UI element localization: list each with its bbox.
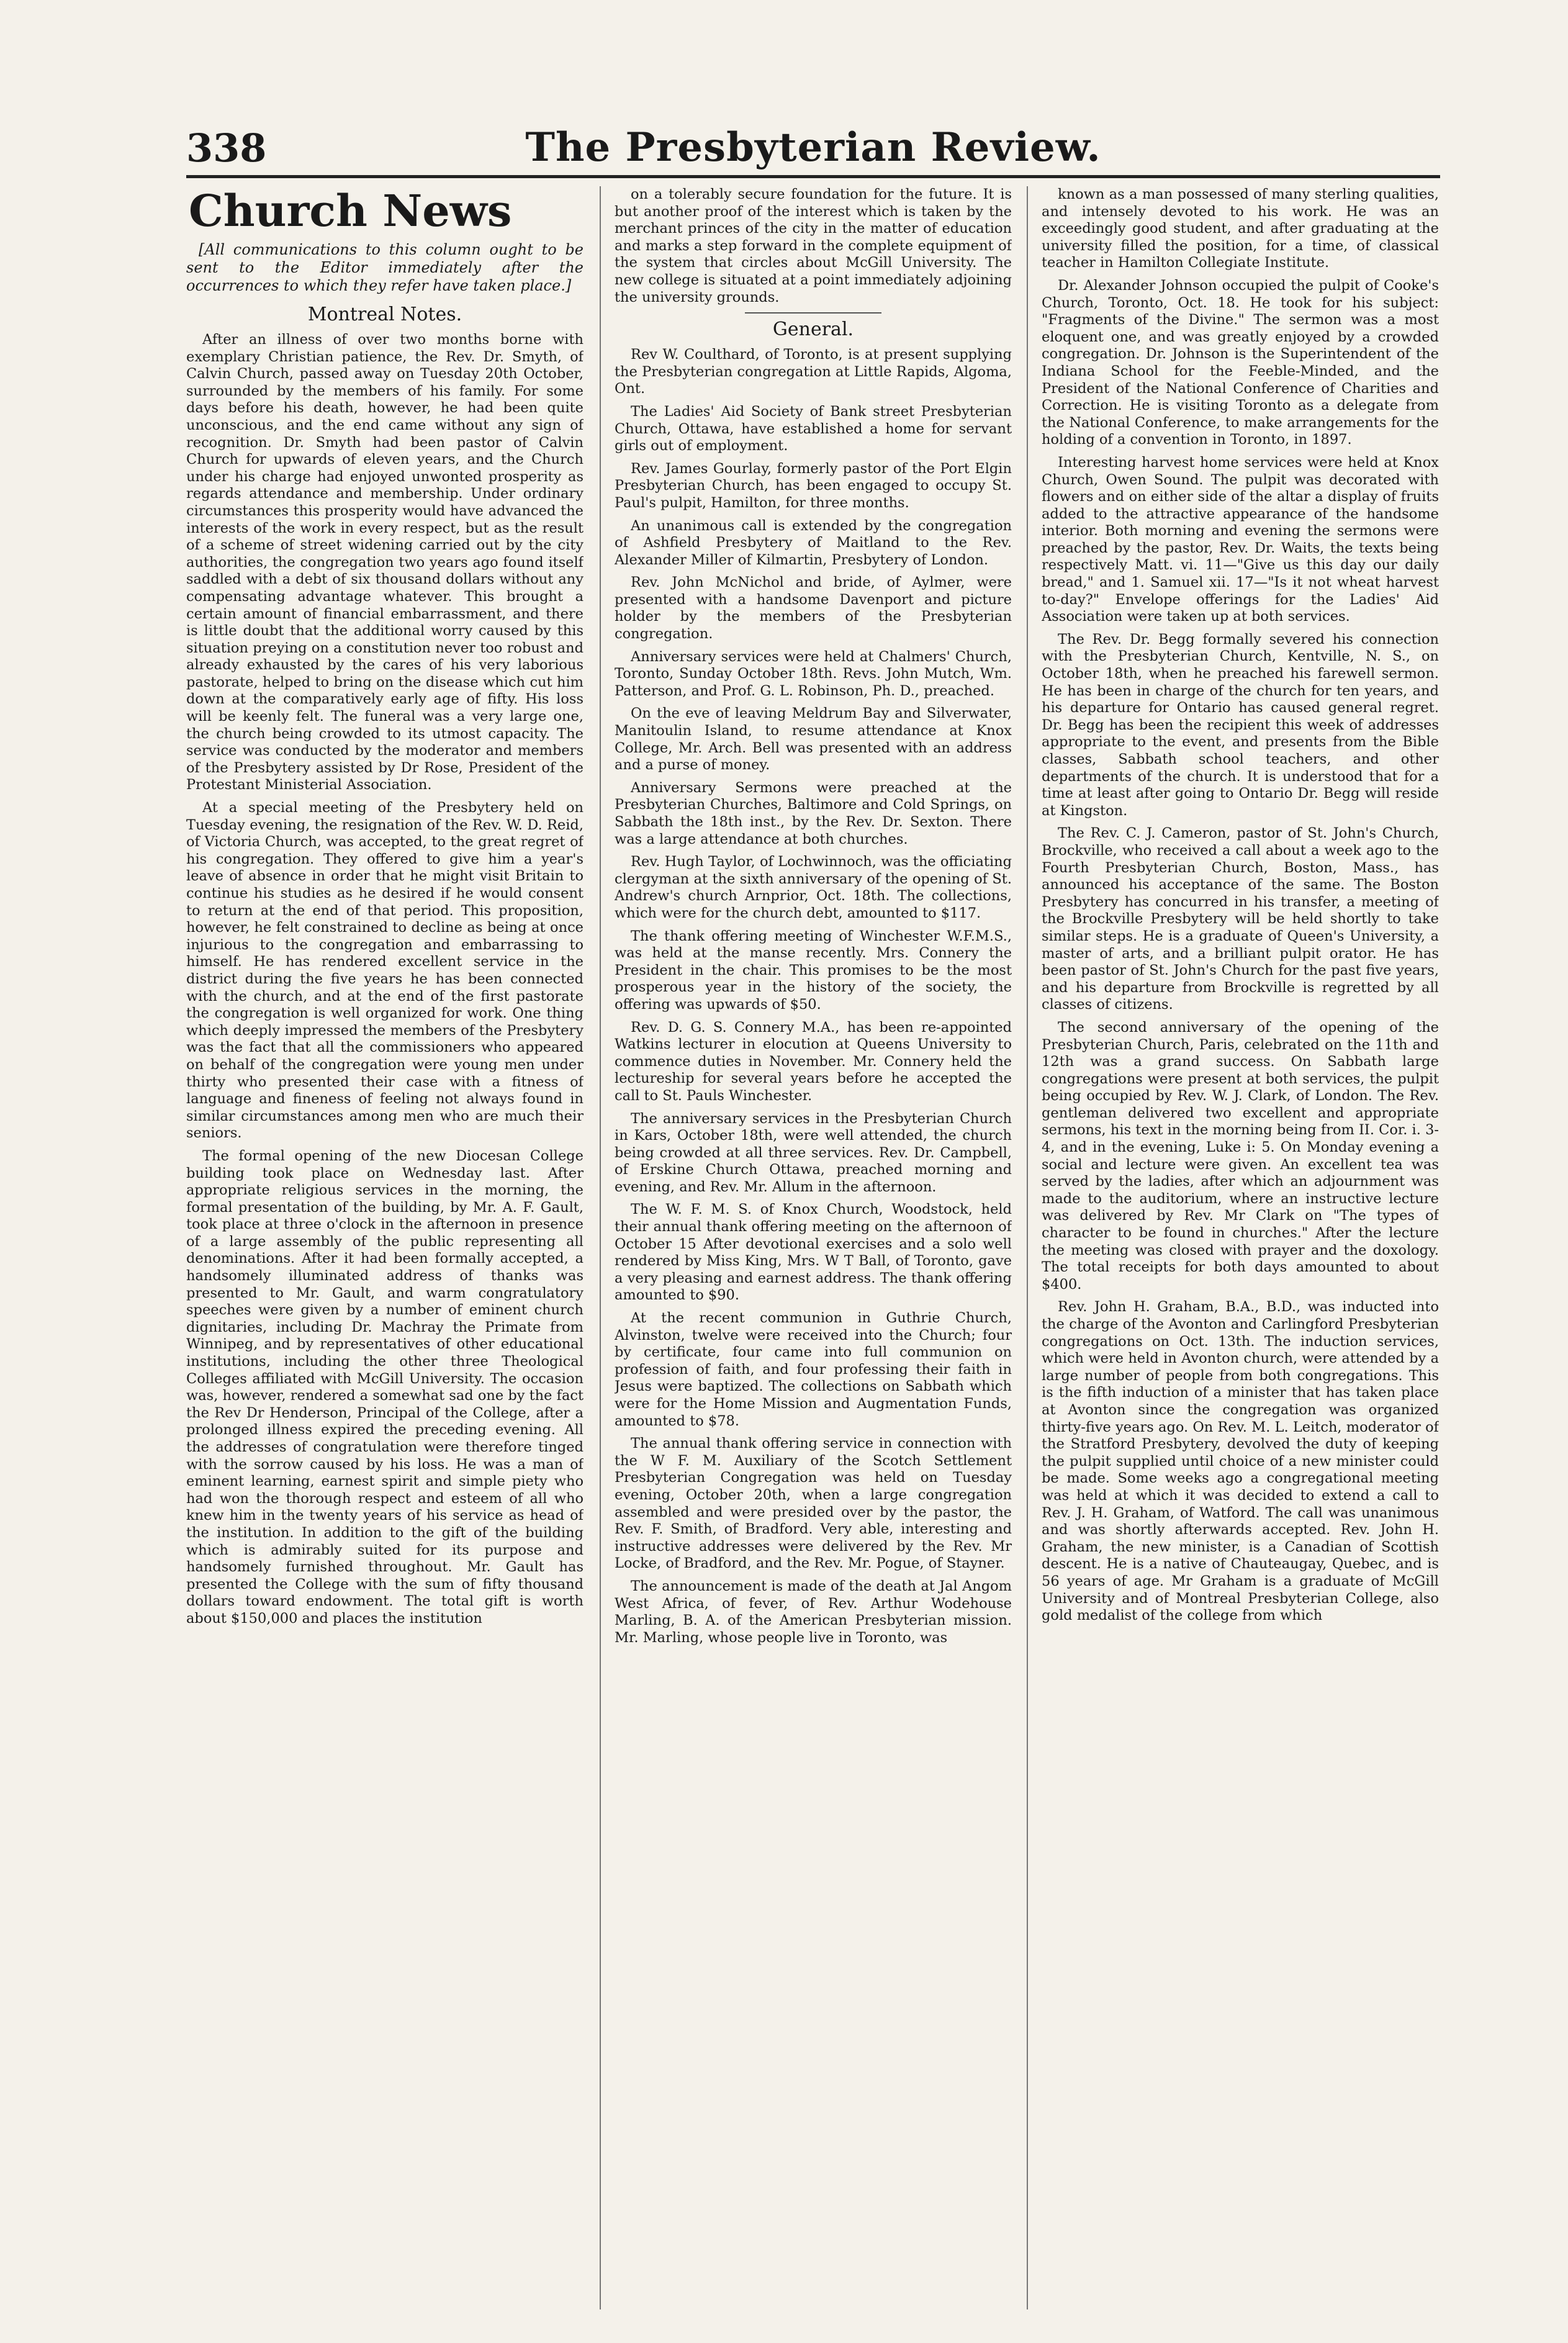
article-paragraph: The Rev. Dr. Begg formally severed his connection with the Presbyterian Church, Kentville, N. S., on October 18th, when he preached his farewell sermon. He has been in charge of the church for ten years, and his departure for Ontario has caused general regret. Dr. Begg has been the recipient this week of addresses appropriate to the event, and presents from the Bible classes, Sabbath school teachers, and other departments of the church. It is understood that for a time at least after going to Ontario Dr. Begg will reside at Kingston. (1042, 631, 1439, 819)
article-paragraph: Anniversary Sermons were preached at the Presbyterian Churches, Baltimore and Cold Springs, on Sabbath the 18th inst., by the Rev. Dr. Sexton. There was a large attendance at both churches. (615, 779, 1012, 847)
article-paragraph: The annual thank offering service in connection with the W F. M. Auxiliary of the Scotch Settlement Presbyterian Congregation was held on Tuesday evening, October 20th, when a large congregation assembled and were presided over by the pastor, the Rev. F. Smith, of Bradford. Very able, interesting and instructive addresses were delivered by the Rev. Mr Locke, of Bradford, and the Rev. Mr. Pogue, of Stayner. (615, 1435, 1012, 1572)
page-number: 338 (186, 125, 267, 171)
section-title: Church News (189, 186, 512, 237)
article-paragraph: After an illness of over two months borne with exemplary Christian patience, the Rev. Dr. Smyth, of Calvin Church, passed away on Tuesday 20th October, surrounded by the members of his family. For some days before his death, however, he had been quite unconscious, and the end came without any sign of recognition. Dr. Smyth had been pastor of Calvin Church for upwards of eleven years, and the Church under his charge had enjoyed unwonted prosperity as regards attendance and membership. Under ordinary circumstances this prosperity would have advanced the interests of the work in every respect, but as the result of a scheme of street widening carried out by the city authorities, the congregation two years ago found itself saddled with a debt of six thousand dollars without any compensating advantage whatever. This brought a certain amount of financial embarrassment, and there is little doubt that the additional worry caused by this situation preying on a constitution never too robust and already exhausted by the cares of his very laborious pastorate, helped to bring on the disease which cut him down at the comparatively early age of fifty. His loss will be keenly felt. The funeral was a very large one, the church being crowded to its utmost capacity. The service was conducted by the moderator and members of the Presbytery assisted by Dr Rose, President of the Protestant Ministerial Association. (186, 332, 583, 793)
article-paragraph: An unanimous call is extended by the congregation of Ashfield Presbytery of Maitland to the Rev. Alexander Miller of Kilmartin, Presbytery of London. (615, 517, 1012, 568)
section-divider (745, 312, 881, 314)
article-paragraph: Rev. John H. Graham, B.A., B.D., was inducted into the charge of the Avonton and Carlingford Presbyterian congregations on Oct. 13th. The induction services, which were held in Avonton church, were attended by a large number of people from both congregations. This is the fifth induction of a minister that has taken place at Avonton since the congregation was organized thirty-five years ago. On Rev. M. L. Leitch, moderator of the Stratford Presbytery, devolved the duty of keeping the pulpit supplied until choice of a new minister could be made. Some weeks ago a congregational meeting was held at which it was decided to extend a call to Rev. J. H. Graham, of Watford. The call was unanimous and was shortly afterwards accepted. Rev. John H. Graham, the new minister, is a Canadian of Scottish descent. He is a native of Chauteaugay, Quebec, and is 56 years of age. Mr Graham is a graduate of McGill University and of Montreal Presbyterian College, also gold medalist of the college from which (1042, 1299, 1439, 1624)
article-paragraph: Rev. D. G. S. Connery M.A., has been re-appointed Watkins lecturer in elocution at Queens University to commence duties in November. Mr. Connery held the lectureship for several years before he accepted the call to St. Pauls Winchester. (615, 1019, 1012, 1104)
article-paragraph: known as a man possessed of many sterling qualities, and intensely devoted to his work. He was an exceedingly good student, and after graduating at the university filled the position, for a time, of classical teacher in Hamilton Collegiate Institute. (1042, 186, 1439, 271)
article-paragraph: The formal opening of the new Diocesan College building took place on Wednesday last. After appropriate religious services in the morning, the formal presentation of the building, by Mr. A. F. Gault, took place at three o'clock in the afternoon in presence of a large assembly of the public representing all denominations. After it had been formally accepted, a handsomely illuminated address of thanks was presented to Mr. Gault, and warm congratulatory speeches were given by a number of eminent church dignitaries, including Dr. Machray the Primate from Winnipeg, and by representatives of other educational institutions, including the other three Theological Colleges affiliated with McGill University. The occasion was, however, rendered a somewhat sad one by the fact the Rev Dr Henderson, Principal of the College, after a prolonged illness expired the preceding evening. All the addresses of congratulation were therefore tinged with the sorrow caused by his loss. He was a man of eminent learning, earnest spirit and simple piety who had won the thorough respect and esteem of all who knew him in the twenty years of his service as head of the institution. In addition to the gift of the building which is admirably suited for its purpose and handsomely furnished throughout. Mr. Gault has presented the College with the sum of fifty thousand dollars toward endowment. The total gift is worth about $150,000 and places the institution (186, 1147, 583, 1627)
column-3 (1042, 186, 1439, 2309)
section-note: [All communications to this column ought to be sent to the Editor immediately after the occurrences to which they refer have taken place.] (186, 241, 583, 294)
article-paragraph: The announcement is made of the death at Jal Angom West Africa, of fever, of Rev. Arthur Wodehouse Marling, B. A. of the American Presbyterian mission. Mr. Marling, whose people live in Toronto, was (615, 1578, 1012, 1646)
article-paragraph: The Rev. C. J. Cameron, pastor of St. John's Church, Brockville, who received a call about a week ago to the Fourth Presbyterian Church, Boston, Mass., has announced his acceptance of the same. The Boston Presbytery has concurred in his transfer, a meeting of the Brockville Presbytery will be held shortly to take similar steps. He is a graduate of Queen's University, a master of arts, and a brilliant pulpit orator. He has been pastor of St. John's Church for the past five years, and his departure from Brockville is regretted by all classes of citizens. (1042, 825, 1439, 1013)
article-paragraph: The Ladies' Aid Society of Bank street Presbyterian Church, Ottawa, have established a home for servant girls out of employment. (615, 403, 1012, 454)
article-paragraph: At a special meeting of the Presbytery held on Tuesday evening, the resignation of the Rev. W. D. Reid, of Victoria Church, was accepted, to the great regret of his congregation. They offered to give him a year's leave of absence in order that he might visit Britain to continue his studies as he desired if he would consent to return at the end of that period. This proposition, however, he felt constrained to decline as being at once injurious to the congregation and embarrassing to himself. He has rendered excellent service in the district during the five years he has been connected with the church, and at the end of the first pastorate the congregation is well organized for work. One thing which deeply impressed the members of the Presbytery was the fact that all the commissioners who appeared on behalf of the congregation were young men under thirty who presented their case with a fitness of language and fineness of feeling not always found in similar circumstances among men who are much their seniors. (186, 800, 583, 1142)
subhead-general: General. (772, 318, 854, 341)
subhead-montreal-notes: Montreal Notes. (307, 304, 462, 325)
article-paragraph: Interesting harvest home services were held at Knox Church, Owen Sound. The pulpit was decorated with flowers and on either side of the altar a display of fruits added to the attractive appearance of the handsome interior. Both morning and evening the sermons were preached by the pastor, Rev. Dr. Waits, the texts being respectively Matt. vi. 11—"Give us this day our daily bread," and 1. Samuel xii. 17—"Is it not wheat harvest to-day?" Envelope offerings for the Ladies' Aid Association were taken up at both services. (1042, 454, 1439, 625)
article-paragraph: Dr. Alexander Johnson occupied the pulpit of Cooke's Church, Toronto, Oct. 18. He took for his subject: "Fragments of the Divine." The sermon was a most eloquent one, and was greatly enjoyed by a crowded congregation. Dr. Johnson is the Superintendent of the Indiana School for the Feeble-Minded, and the President of the National Conference of Charities and Correction. He is visiting Toronto as a delegate from the National Conference, to make arrangements for the holding of a convention in Toronto, in 1897. (1042, 277, 1439, 448)
page-header (186, 119, 1440, 178)
article-paragraph: Rev W. Coulthard, of Toronto, is at present supplying the Presbyterian congregation at Little Rapids, Algoma, Ont. (615, 346, 1012, 397)
column-2 (615, 186, 1012, 2309)
column-rule (600, 186, 601, 2309)
article-paragraph: on a tolerably secure foundation for the future. It is but another proof of the interest which is taken by the merchant princes of the city in the matter of education and marks a step forward in the complete equipment of the system that circles about McGill University. The new college is situated at a point immediately adjoining the university grounds. (615, 186, 1012, 305)
article-paragraph: The thank offering meeting of Winchester W.F.M.S., was held at the manse recently. Mrs. Connery the President in the chair. This promises to be the most prosperous year in the history of the society, the offering was upwards of $50. (615, 928, 1012, 1013)
article-paragraph: The second anniversary of the opening of the Presbyterian Church, Paris, celebrated on the 11th and 12th was a grand success. On Sabbath large congregations were present at both services, the pulpit being occupied by Rev. W. J. Clark, of London. The Rev. gentleman delivered two excellent and appropriate sermons, his text in the morning being from II. Cor. i. 3-4, and in the evening, Luke i: 5. On Monday evening a social and lecture were given. An excellent tea was served by the ladies, after which an adjournment was made to the auditorium, where an instructive lecture was delivered by Rev. Mr Clark on "The types of character to be found in churches." After the lecture the meeting was closed with prayer and the doxology. The total receipts for both days amounted to about $400. (1042, 1019, 1439, 1293)
column-1 (186, 186, 583, 2309)
article-paragraph: The W. F. M. S. of Knox Church, Woodstock, held their annual thank offering meeting on the afternoon of October 15 After devotional exercises and a solo well rendered by Miss King, Mrs. W T Ball, of Toronto, gave a very pleasing and earnest address. The thank offering amounted to $90. (615, 1201, 1012, 1304)
journal-title: The Presbyterian Review. (525, 124, 1101, 171)
article-paragraph: Rev. James Gourlay, formerly pastor of the Port Elgin Presbyterian Church, has been engaged to occupy St. Paul's pulpit, Hamilton, for three months. (615, 460, 1012, 511)
column-rule (1027, 186, 1028, 2309)
article-paragraph: On the eve of leaving Meldrum Bay and Silverwater, Manitoulin Island, to resume attendance at Knox College, Mr. Arch. Bell was presented with an address and a purse of money. (615, 705, 1012, 774)
article-paragraph: Rev. Hugh Taylor, of Lochwinnoch, was the officiating clergyman at the sixth anniversary of the opening of St. Andrew's church Arnprior, Oct. 18th. The collections, which were for the church debt, amounted to $117. (615, 854, 1012, 921)
article-paragraph: At the recent communion in Guthrie Church, Alvinston, twelve were received into the Church; four by certificate, four came into full communion on profession of faith, and four professing their faith in Jesus were baptized. The collections on Sabbath which were for the Home Mission and Augmentation Funds, amounted to $78. (615, 1310, 1012, 1429)
article-paragraph: The anniversary services in the Presbyterian Church in Kars, October 18th, were well attended, the church being crowded at all three services. Rev. Dr. Campbell, of Erskine Church Ottawa, preached morning and evening, and Rev. Mr. Allum in the afternoon. (615, 1110, 1012, 1195)
article-paragraph: Anniversary services were held at Chalmers' Church, Toronto, Sunday October 18th. Revs. John Mutch, Wm. Patterson, and Prof. G. L. Robinson, Ph. D., preached. (615, 648, 1012, 699)
article-paragraph: Rev. John McNichol and bride, of Aylmer, were presented with a handsome Davenport and picture holder by the members of the Presbyterian congregation. (615, 574, 1012, 643)
